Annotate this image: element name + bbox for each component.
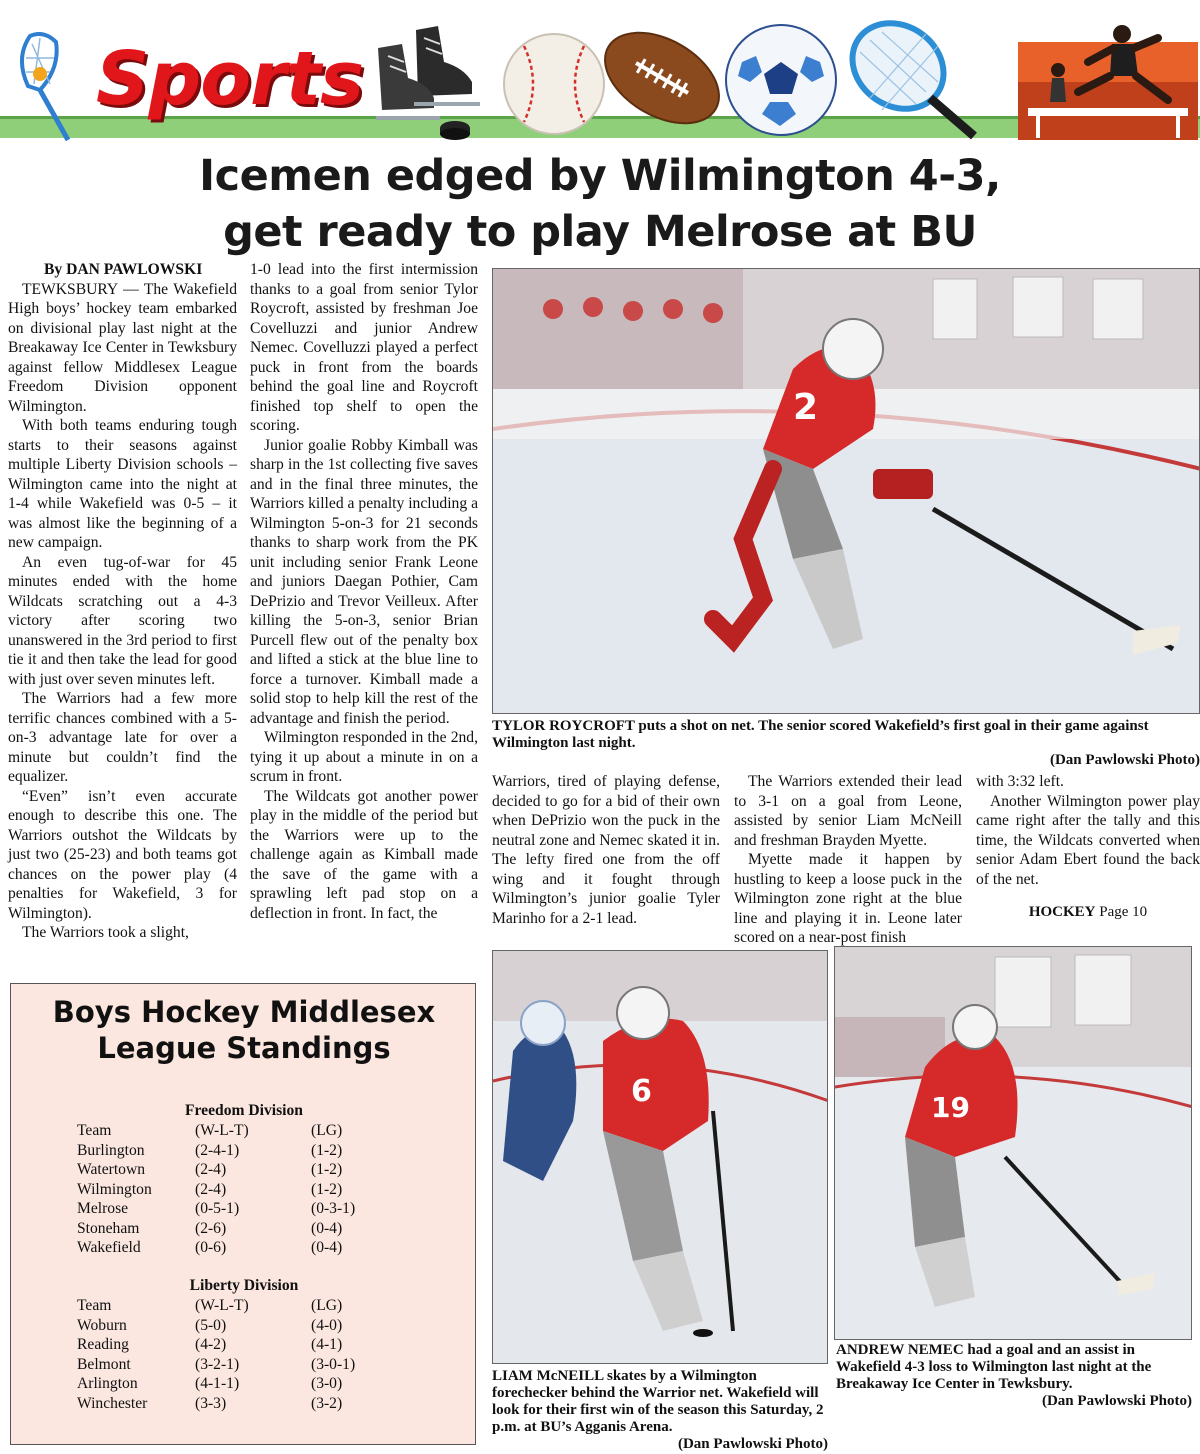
- team-record: (2-4): [195, 1180, 227, 1198]
- article-headline: [0, 148, 1200, 260]
- headline-line-1: Icemen edged by Wilmington 4-3,: [199, 151, 1001, 201]
- main-photo-credit: (Dan Pawlowski Photo): [1049, 752, 1200, 768]
- team-name: Arlington: [77, 1375, 138, 1392]
- standings-title-line-1: Boys Hockey Middlesex: [52, 995, 436, 1029]
- paragraph: TEWKSBURY — The Wakefield High boys’ hockey team embarked on divisional play last night at the Breakaway Ice Center in Tewksbury against fellow Middlesex League Freedom Division opponent Wilmington.: [8, 280, 237, 415]
- standings-row: [77, 1200, 457, 1220]
- team-name: Melrose: [77, 1200, 129, 1217]
- main-caption-text: TYLOR ROYCROFT puts a shot on net. The senior scored Wakefield’s first goal in their game against Wilmington last night.: [492, 718, 1149, 751]
- paragraph: With both teams enduring tough starts to their seasons against multiple Liberty Division schools – Wilmington came into the night at 1-4 while Wakefield was 0-5 – it was almost like the beginning of a new campaign.: [8, 417, 237, 551]
- standings-row: [77, 1375, 457, 1395]
- paragraph: 1-0 lead into the first intermission thanks to a goal from senior Tylor Roycroft, assisted by freshman Joe Covelluzzi and junior Andrew Nemec. Covelluzzi played a perfect puck in front from the boards behind the goal line and Roycroft finished top shelf to open the scoring.: [250, 261, 478, 434]
- team-record: (4-2): [195, 1336, 227, 1353]
- standings-box: [10, 983, 476, 1445]
- standings-row: [77, 1336, 457, 1356]
- header-record: (W-L-T): [195, 1122, 249, 1139]
- team-record: (0-5-1): [195, 1200, 240, 1217]
- paragraph: The Warriors took a slight,: [22, 924, 189, 941]
- headline-line-2: get ready to play Melrose at BU: [223, 207, 977, 257]
- hockey-puck-icon: [438, 116, 472, 142]
- team-league-record: (3-2): [311, 1394, 343, 1412]
- team-record: (2-4): [195, 1161, 227, 1178]
- standings-title-line-2: League Standings: [97, 1031, 391, 1065]
- article-column-2: [250, 260, 478, 923]
- team-league-record: (1-2): [311, 1161, 343, 1178]
- team-league-record: (0-4): [311, 1219, 343, 1237]
- team-name: Wakefield: [77, 1239, 141, 1256]
- article-column-3: [492, 772, 720, 928]
- paragraph: “Even” isn’t even accurate enough to describe this one. The Warriors outshot the Wildcats by just two (25-23) and both teams got chances on the power play (4 penalties for Wakefield, 3 for Wilmington).: [8, 787, 237, 922]
- team-league-record: (1-2): [311, 1180, 343, 1198]
- soccer-ball-icon: [722, 22, 840, 138]
- header-team: Team: [77, 1122, 112, 1139]
- team-name: Belmont: [77, 1355, 131, 1373]
- standings-row: [77, 1356, 457, 1376]
- baseball-icon: [502, 26, 606, 138]
- standings-header-row: [77, 1297, 457, 1317]
- team-record: (5-0): [195, 1316, 227, 1334]
- team-league-record: (4-1): [311, 1336, 343, 1353]
- paragraph: An even tug-of-war for 45 minutes ended with the home Wildcats scratching out a 4-3 victory after scoring two unanswered in the 3rd period to first tie it and then take the lead for good with just over seven minutes left.: [8, 553, 237, 688]
- left-caption-text: LIAM McNEILL skates by a Wilmington forechecker behind the Warrior net. Wakefield will look for their first win of the season this Saturday, 2 p.m. at BU’s Agganis Arena.: [492, 1368, 824, 1435]
- article-column-4: [734, 772, 962, 948]
- standings-row: [77, 1239, 457, 1259]
- right-photo-credit: (Dan Pawlowski Photo): [1041, 1393, 1192, 1409]
- right-photo-caption: [836, 1342, 1192, 1410]
- team-record: (2-6): [195, 1219, 227, 1237]
- team-league-record: (4-0): [311, 1316, 343, 1334]
- ice-skates-icon: [368, 22, 493, 137]
- jump-page: Page 10: [1099, 904, 1148, 920]
- header-record: (W-L-T): [195, 1297, 249, 1314]
- team-league-record: (3-0): [311, 1375, 343, 1392]
- team-league-record: (1-2): [311, 1141, 343, 1159]
- standings-row: [77, 1395, 457, 1415]
- header-team: Team: [77, 1297, 112, 1314]
- left-photo: [492, 950, 828, 1364]
- team-name: Wilmington: [77, 1180, 152, 1198]
- tennis-racket-icon: [842, 20, 982, 142]
- sports-masthead: [0, 0, 1200, 145]
- left-photo-jersey-number: 6: [631, 1074, 652, 1109]
- jump-label: HOCKEY: [1028, 904, 1096, 920]
- football-icon: [598, 18, 726, 138]
- standings-row: [77, 1181, 457, 1201]
- paragraph: with 3:32 left.: [976, 773, 1064, 790]
- paragraph: The Wildcats got another power play in the middle of the period but the Warriors were up to the challenge again as Kimball made the save of the game with a sprawling left pad stop on a deflection in front. In fact, the: [250, 787, 478, 922]
- team-record: (4-1-1): [195, 1375, 240, 1392]
- lacrosse-stick-icon: [10, 28, 80, 143]
- team-league-record: (0-3-1): [311, 1200, 356, 1217]
- team-name: Winchester: [77, 1394, 148, 1412]
- team-name: Woburn: [77, 1316, 127, 1334]
- left-photo-credit: (Dan Pawlowski Photo): [677, 1436, 828, 1452]
- team-league-record: (3-0-1): [311, 1355, 356, 1373]
- standings-row: [77, 1220, 457, 1240]
- main-photo-jersey-number: 2: [793, 387, 819, 428]
- paragraph: Warriors, tired of playing defense, decided to go for a bid of their own when DePrizio won the puck in the neutral zone and Nemec skated it in. The lefty fired one from the off wing and it fought through Wilmington’s junior goalie Tyler Marinho for a 2-1 lead.: [492, 773, 720, 927]
- paragraph: Junior goalie Robby Kimball was sharp in the 1st collecting five saves and in the final three minutes, the Warriors killed a penalty including a Wilmington 5-on-3 for 21 seconds thanks to sharp work from the PK unit including senior Frank Leone and juniors Daegan Pothier, Cam DePrizio and Trevor Veilleux. After killing the 5-on-3, senior Brian Purcell flew out of the penalty box and lifted a stick at the blue line to force a turnover. Kimball made a solid stop to help kill the rest of the advantage and finish the period.: [250, 436, 478, 727]
- paragraph: The Warriors had a few more terrific chances combined with a 5-on-3 advantage late for over a minute but couldn’t find the equalizer.: [8, 690, 237, 785]
- header-league: (LG): [311, 1122, 343, 1139]
- article-column-5: [976, 772, 1200, 923]
- right-caption-text: ANDREW NEMEC had a goal and an assist in Wakefield 4-3 loss to Wilmington last night at the Breakaway Ice Center in Tewksbury.: [836, 1342, 1152, 1392]
- standings-row: [77, 1142, 457, 1162]
- team-league-record: (0-4): [311, 1239, 343, 1256]
- team-name: Stoneham: [77, 1219, 140, 1237]
- division-title-freedom: Freedom Division: [185, 1102, 303, 1119]
- left-photo-caption: [492, 1368, 828, 1453]
- header-league: (LG): [311, 1297, 343, 1314]
- article-column-1: [8, 260, 237, 943]
- team-name: Reading: [77, 1336, 129, 1353]
- division-title-liberty: Liberty Division: [189, 1277, 299, 1294]
- standings-title: [11, 994, 477, 1066]
- team-record: (2-4-1): [195, 1141, 240, 1159]
- main-photo: [492, 268, 1200, 714]
- byline: By DAN PAWLOWSKI: [44, 261, 203, 278]
- paragraph: Another Wilmington power play came right after the tally and this time, the Wildcats converted when senior Adam Ebert found the back of the net.: [976, 792, 1200, 888]
- standings-header-row: [77, 1122, 457, 1142]
- paragraph: The Warriors extended their lead to 3-1 on a goal from Leone, assisted by senior Liam McNeill and freshman Brayden Myette.: [734, 773, 962, 849]
- team-record: (3-3): [195, 1394, 227, 1412]
- hurdler-icon: [1018, 22, 1198, 140]
- right-photo: [834, 946, 1192, 1340]
- section-title: Sports: [96, 36, 364, 122]
- paragraph: Myette made it happen by hustling to keep a loose puck in the Wilmington zone right at the blue line and playing it in. Leone later scored on a near-post finish: [734, 851, 962, 946]
- team-name: Burlington: [77, 1141, 145, 1159]
- team-record: (0-6): [195, 1239, 227, 1256]
- main-photo-caption: [492, 718, 1200, 769]
- team-name: Watertown: [77, 1161, 146, 1178]
- right-photo-jersey-number: 19: [931, 1091, 970, 1124]
- paragraph: Wilmington responded in the 2nd, tying it up about a minute in on a scrum in front.: [250, 729, 478, 785]
- standings-row: [77, 1317, 457, 1337]
- jump-reference: [976, 903, 1200, 923]
- standings-row: [77, 1161, 457, 1181]
- team-record: (3-2-1): [195, 1355, 240, 1373]
